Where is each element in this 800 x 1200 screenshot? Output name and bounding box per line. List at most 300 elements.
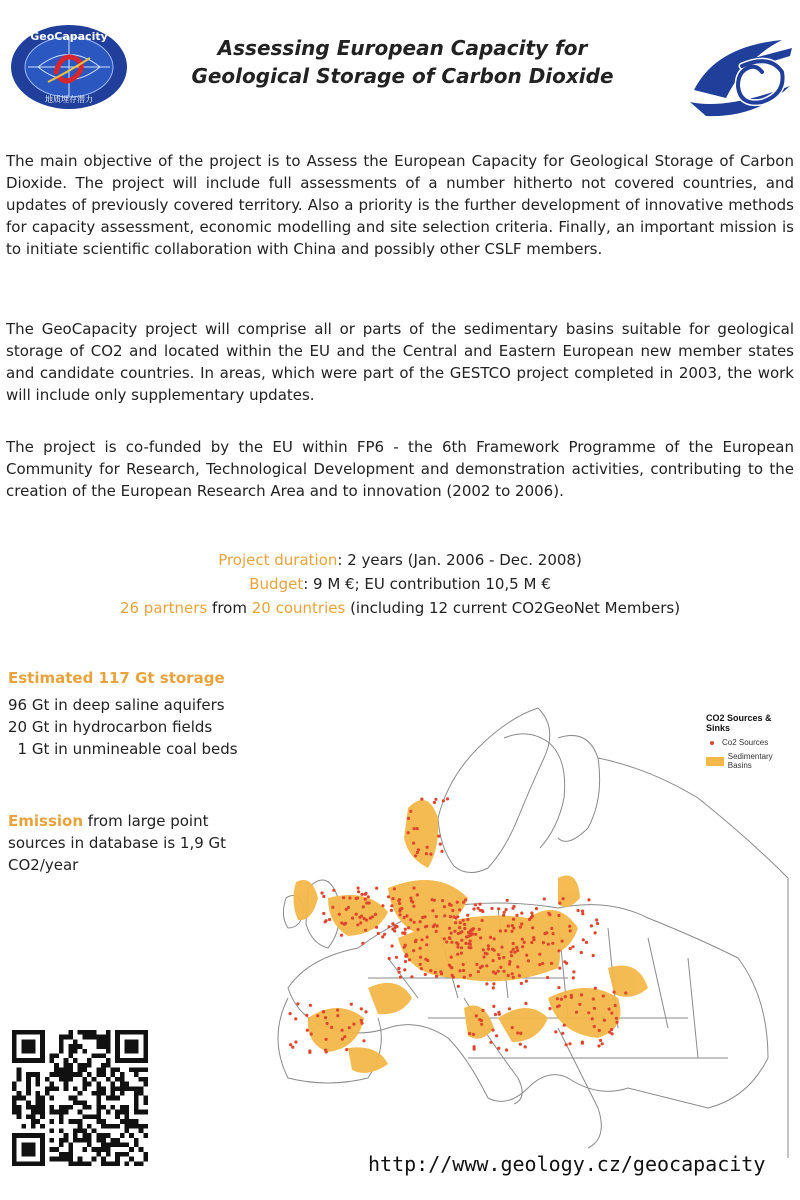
co2-source-dot	[572, 970, 575, 973]
co2-source-dot	[361, 942, 364, 945]
co2-source-dot	[419, 956, 422, 959]
co2-source-dot	[403, 916, 406, 919]
co2-source-dot	[615, 1017, 618, 1020]
co2-source-dot	[359, 921, 362, 924]
co2-source-dot	[472, 927, 475, 930]
co2-source-dot	[435, 930, 438, 933]
co2-source-dot	[426, 936, 429, 939]
co2-source-dot	[557, 914, 560, 917]
storage-aquifers: 96 Gt in deep saline aquifers	[8, 696, 225, 714]
co2-source-dot	[360, 1007, 363, 1010]
co2-source-dot	[587, 898, 590, 901]
co2-source-dot	[449, 915, 452, 918]
co2-source-dot	[381, 935, 384, 938]
co2-source-dot	[350, 1003, 353, 1006]
co2-source-dot	[357, 887, 360, 890]
co2-source-dot	[572, 976, 575, 979]
co2-source-dot	[463, 923, 466, 926]
co2-source-dot	[578, 1003, 581, 1006]
co2-source-dot	[508, 963, 511, 966]
co2-source-dot	[497, 1011, 500, 1014]
co2-source-dot	[519, 926, 522, 929]
co2-source-dot	[530, 916, 533, 919]
co2-source-dot	[467, 935, 470, 938]
co2-source-dot	[328, 918, 331, 921]
co2-source-dot	[613, 991, 616, 994]
co2-source-dot	[468, 946, 471, 949]
co2-source-dot	[492, 986, 495, 989]
co2-source-dot	[419, 947, 422, 950]
co2-source-dot	[420, 967, 423, 970]
co2-source-dot	[340, 934, 343, 937]
co2-source-dot	[462, 969, 465, 972]
co2-source-dot	[515, 914, 518, 917]
co2-source-dot	[497, 907, 500, 910]
co2-source-dot	[388, 957, 391, 960]
co2-source-dot	[463, 976, 466, 979]
co2-source-dot	[506, 899, 509, 902]
co2-source-dot	[478, 1018, 481, 1021]
co2-source-dot	[348, 1026, 351, 1029]
co2-source-dot	[593, 1025, 596, 1028]
co2-source-dot	[351, 917, 354, 920]
co2-source-dot	[410, 975, 413, 978]
co2-source-dot	[452, 976, 455, 979]
geocapacity-logo	[8, 22, 130, 112]
co2-source-dot	[531, 926, 534, 929]
co2-source-dot	[364, 898, 367, 901]
co2-source-dot	[467, 931, 470, 934]
co2-source-dot	[460, 952, 463, 955]
co2-source-dot	[356, 896, 359, 899]
co2-source-dot	[399, 913, 402, 916]
project-partners	[0, 596, 800, 620]
co2-source-dot	[521, 938, 524, 941]
co2-source-dot	[409, 918, 412, 921]
co2-source-dot	[557, 949, 560, 952]
co2-source-dot	[530, 911, 533, 914]
co2-source-dot	[341, 1029, 344, 1032]
duration-label: Project duration	[218, 551, 338, 569]
co2-source-dot	[404, 960, 407, 963]
co2-source-dot	[445, 940, 448, 943]
co2-source-dot	[294, 1040, 297, 1043]
co2-source-dot	[352, 1023, 355, 1026]
co2-source-dot	[512, 948, 515, 951]
co2-source-dot	[512, 942, 515, 945]
co2-source-dot	[594, 987, 597, 990]
co2-source-dot	[429, 853, 432, 856]
qr-code-icon	[12, 1030, 148, 1166]
co2-source-dot	[362, 1039, 365, 1042]
co2-source-dot	[556, 997, 559, 1000]
co2-source-dot	[508, 1007, 511, 1010]
co2-source-dot	[407, 817, 410, 820]
co2-source-dot	[416, 893, 419, 896]
co2-source-dot	[485, 982, 488, 985]
co2-source-dot	[460, 946, 463, 949]
co2-source-dot	[489, 936, 492, 939]
co2-source-dot	[477, 970, 480, 973]
co2-source-dot	[390, 909, 393, 912]
co2-source-dot	[595, 918, 598, 921]
co2-source-dot	[360, 915, 363, 918]
co2-source-dot	[442, 799, 445, 802]
co2-source-dot	[296, 1002, 299, 1005]
co2-source-dot	[558, 1004, 561, 1007]
co2-source-dot	[599, 1039, 602, 1042]
co2-source-dot	[485, 964, 488, 967]
co2-source-dot	[367, 895, 370, 898]
co2-source-dot	[468, 1032, 471, 1035]
co2-source-dot	[569, 929, 572, 932]
co2-source-dot	[316, 1014, 319, 1017]
co2-source-dot	[478, 928, 481, 931]
co2-source-dot	[364, 892, 367, 895]
storage-title: Estimated 117 Gt storage	[8, 669, 225, 687]
co2-source-dot	[568, 1042, 571, 1045]
co2-source-dot	[348, 896, 351, 899]
co2-source-dot	[407, 831, 410, 834]
co2-source-dot	[450, 956, 453, 959]
co2-source-dot	[365, 901, 368, 904]
co2-source-dot	[502, 914, 505, 917]
co2-source-dot	[518, 974, 521, 977]
co2-source-dot	[511, 1026, 514, 1029]
co2-source-dot	[507, 974, 510, 977]
co2-source-dot	[477, 907, 480, 910]
co2-source-dot	[467, 942, 470, 945]
co2-source-dot	[416, 851, 419, 854]
co2-source-dot	[548, 913, 551, 916]
co2-source-dot	[491, 948, 494, 951]
co2-source-dot	[425, 852, 428, 855]
co2-source-dot	[478, 903, 481, 906]
co2-source-dot	[294, 1017, 297, 1020]
co2-source-dot	[482, 955, 485, 958]
co2-source-dot	[390, 904, 393, 907]
co2-source-dot	[450, 941, 453, 944]
co2-source-dot	[289, 1012, 292, 1015]
co2-source-dot	[355, 913, 358, 916]
co2-source-dot	[413, 827, 416, 830]
co2-source-dot	[472, 1033, 475, 1036]
co2-source-dot	[441, 899, 444, 902]
paragraph-funding: The project is co-funded by the EU within FP6 - the 6th Framework Programme of the European Community for Research, Technological Development and demonstration activities, contributing to the creation of the European Research Area and to innovation (2002 to 2006).	[6, 438, 794, 500]
co2-source-dot	[322, 895, 325, 898]
co2-source-dot	[466, 918, 469, 921]
co2-source-dot	[377, 932, 380, 935]
co2-source-dot	[624, 991, 627, 994]
co2-source-dot	[458, 926, 461, 929]
title-line-2: Geological Storage of Carbon Dioxide	[191, 64, 614, 88]
co2-source-dot	[521, 945, 524, 948]
co2-source-dot	[291, 1046, 294, 1049]
co2-source-dot	[515, 946, 518, 949]
co2-source-dot	[375, 887, 378, 890]
co2-source-dot	[545, 931, 548, 934]
co2-source-dot	[472, 907, 475, 910]
co2-source-dot	[325, 1050, 328, 1053]
co2-source-dot	[474, 903, 477, 906]
map-legend	[706, 713, 798, 771]
co2-source-dot	[433, 801, 436, 804]
co2-source-dot	[462, 919, 465, 922]
co2-source-dot	[309, 1004, 312, 1007]
co2-source-dot	[558, 902, 561, 905]
legend-title: CO2 Sources & Sinks	[706, 713, 772, 733]
co2-source-dot	[510, 954, 513, 957]
partners-tail: (including 12 current CO2GeoNet Members)	[345, 599, 681, 617]
co2-source-dot	[532, 938, 535, 941]
legend-basins-label: Sedimentary Basins	[727, 752, 773, 770]
co2-source-dot	[434, 798, 437, 801]
co2-source-dot	[516, 965, 519, 968]
co2-source-dot	[551, 942, 554, 945]
co2-source-dot	[507, 924, 510, 927]
co2-source-dot	[474, 933, 477, 936]
co2-source-dot	[391, 922, 394, 925]
co2-source-dot	[443, 905, 446, 908]
co2-source-dot	[487, 948, 490, 951]
co2-source-dot	[456, 953, 459, 956]
co2-source-dot	[326, 1022, 329, 1025]
co2-source-dot	[397, 899, 400, 902]
co2-source-dot	[439, 843, 442, 846]
co2-source-dot	[448, 936, 451, 939]
co2-source-dot	[494, 972, 497, 975]
co2-source-dot	[446, 797, 449, 800]
co2-source-dot	[550, 962, 553, 965]
co2-source-dot	[399, 976, 402, 979]
co2-source-dot	[454, 921, 457, 924]
co2-source-dot	[585, 941, 588, 944]
co2-source-dot	[512, 918, 515, 921]
co2-source-dot	[510, 950, 513, 953]
co2-source-dot	[357, 890, 360, 893]
co2-source-dot	[491, 1029, 494, 1032]
co2-source-dot	[502, 970, 505, 973]
co2-source-dot	[524, 1045, 527, 1048]
co2-source-dot	[547, 943, 550, 946]
co2-source-dot	[535, 907, 538, 910]
co2-source-dot	[435, 915, 438, 918]
co2-source-dot	[454, 917, 457, 920]
co2-source-dot	[489, 1041, 492, 1044]
co2-source-dot	[568, 925, 571, 928]
co2-source-dot	[429, 969, 432, 972]
co2-source-dot	[421, 916, 424, 919]
co2-source-dot	[475, 1014, 478, 1017]
co2-source-dot	[410, 899, 413, 902]
co2-source-dot	[433, 923, 436, 926]
co2-source-dot	[332, 889, 335, 892]
co2-source-dot	[371, 915, 374, 918]
co2-source-dot	[356, 923, 359, 926]
legend-sources-label: Co2 Sources	[722, 738, 769, 747]
budget-value: : 9 M €; EU contribution 10,5 M €	[303, 575, 551, 593]
co2-source-dot	[338, 913, 341, 916]
co2-source-dot	[383, 933, 386, 936]
project-budget	[0, 572, 800, 596]
co2-source-dot	[409, 897, 412, 900]
co2-source-dot	[324, 1016, 327, 1019]
legend-basins	[706, 752, 798, 770]
storage-coal: 1 Gt in unmineable coal beds	[8, 740, 238, 758]
co2-source-dot	[541, 962, 544, 965]
co2-source-dot	[475, 963, 478, 966]
co2-source-dot	[565, 962, 568, 965]
co2-source-dot	[538, 953, 541, 956]
co2-source-dot	[560, 998, 563, 1001]
co2-source-dot	[505, 908, 508, 911]
co2-source-dot	[603, 1019, 606, 1022]
co2-source-dot	[403, 931, 406, 934]
co2-source-dot	[487, 944, 490, 947]
co2-source-dot	[404, 944, 407, 947]
co2-source-dot	[414, 854, 417, 857]
co2-source-dot	[502, 956, 505, 959]
co2-source-dot	[453, 930, 456, 933]
co2-source-dot	[561, 940, 564, 943]
co2-source-dot	[345, 1048, 348, 1051]
co2-source-dot	[375, 926, 378, 929]
co2-source-dot	[580, 993, 583, 996]
co2-source-dot	[561, 1032, 564, 1035]
co2-source-dot	[341, 1038, 344, 1041]
co2-source-dot	[543, 897, 546, 900]
source-dot-icon	[710, 741, 714, 745]
co2-source-dot	[481, 910, 484, 913]
co2-source-dot	[381, 904, 384, 907]
co2-source-dot	[425, 925, 428, 928]
co2-source-dot	[504, 929, 507, 932]
co2-source-dot	[499, 966, 502, 969]
co2-source-dot	[519, 1032, 522, 1035]
co2-source-dot	[581, 1042, 584, 1045]
co2-source-dot	[610, 1028, 613, 1031]
co2-source-dot	[308, 1051, 311, 1054]
co2-source-dot	[608, 1031, 611, 1034]
co2-source-dot	[387, 925, 390, 928]
co2-source-dot	[456, 942, 459, 945]
co2-source-dot	[320, 891, 323, 894]
co2-source-dot	[614, 1004, 617, 1007]
co2-source-dot	[425, 943, 428, 946]
co2-source-dot	[524, 1002, 527, 1005]
co2-source-dot	[548, 1007, 551, 1010]
co2-source-dot	[336, 1014, 339, 1017]
co2-source-dot	[437, 835, 440, 838]
co2-source-dot	[497, 953, 500, 956]
co2-source-dot	[499, 929, 502, 932]
emission-label: Emission	[8, 812, 83, 830]
co2-source-dot	[520, 982, 523, 985]
co2-source-dot	[597, 1044, 600, 1047]
co2-source-dot	[590, 924, 593, 927]
co2-source-dot	[443, 937, 446, 940]
partners-mid: from	[207, 599, 252, 617]
co2-source-dot	[310, 1032, 313, 1035]
co2-source-dot	[569, 947, 572, 950]
co2-source-dot	[494, 1013, 497, 1016]
co2-source-dot	[412, 905, 415, 908]
co2-source-dot	[608, 1008, 611, 1011]
co2-source-dot	[587, 1011, 590, 1014]
co2-source-dot	[570, 996, 573, 999]
co2-source-dot	[395, 956, 398, 959]
co2-source-dot	[414, 940, 417, 943]
co2-source-dot	[473, 1048, 476, 1051]
co2-source-dot	[398, 971, 401, 974]
co2-source-dot	[404, 928, 407, 931]
co2-source-dot	[360, 893, 363, 896]
co2-source-dot	[602, 994, 605, 997]
countries-count: 20 countries	[251, 599, 346, 617]
co2-source-dot	[520, 912, 523, 915]
co2-source-dot	[433, 899, 436, 902]
co2-source-dot	[457, 985, 460, 988]
co2-source-dot	[564, 995, 567, 998]
co2-source-dot	[305, 1014, 308, 1017]
co2-source-dot	[492, 959, 495, 962]
budget-label: Budget	[249, 575, 304, 593]
co2-source-dot	[365, 919, 368, 922]
co2-source-dot	[419, 920, 422, 923]
co2-source-dot	[409, 810, 412, 813]
co2-source-dot	[490, 907, 493, 910]
co2-source-dot	[562, 897, 565, 900]
co2-source-dot	[426, 846, 429, 849]
co2-source-dot	[497, 1047, 500, 1050]
co2-source-dot	[512, 976, 515, 979]
co2-source-dot	[412, 887, 415, 890]
co2-source-dot	[565, 1043, 568, 1046]
co2-source-dot	[538, 963, 541, 966]
co2-source-dot	[403, 968, 406, 971]
co2-source-dot	[458, 969, 461, 972]
storage-hydrocarbon: 20 Gt in hydrocarbon fields	[8, 718, 213, 736]
co2-source-dot	[412, 949, 415, 952]
basin-swatch-icon	[706, 757, 724, 766]
co2-source-dot	[563, 1024, 566, 1027]
co2-source-dot	[480, 1023, 483, 1026]
co2-source-dot	[581, 910, 584, 913]
co2-source-dot	[463, 927, 466, 930]
co2-source-dot	[550, 927, 553, 930]
co2-source-dot	[322, 912, 325, 915]
co2-source-dot	[505, 1048, 508, 1051]
co2-source-dot	[492, 1005, 495, 1008]
co2-source-dot	[362, 905, 365, 908]
co2-source-dot	[325, 1038, 328, 1041]
co2-source-dot	[493, 937, 496, 940]
co2-source-dot	[558, 967, 561, 970]
co2-source-dot	[424, 958, 427, 961]
paragraph-objective: The main objective of the project is to Assess the European Capacity for Geological Storage of Carbon Dioxide. The project will include full assessments of a number hitherto not covered countries, and updates of previously covered territory. Also a priority is the further development of innovative methods for capacity assessment, economic modelling and site selection criteria. Finally, an important mission is to initiate scientific collaboration with China and possibly other CSLF members.	[6, 152, 794, 258]
co2-source-dot	[322, 1010, 325, 1013]
co2-source-dot	[342, 896, 345, 899]
co2-source-dot	[336, 1009, 339, 1012]
co2-source-dot	[331, 906, 334, 909]
co2-source-dot	[456, 945, 459, 948]
co2-source-dot	[340, 921, 343, 924]
co2-source-dot	[482, 948, 485, 951]
co2-source-dot	[400, 907, 403, 910]
co2-source-dot	[498, 957, 501, 960]
co2-source-dot	[546, 976, 549, 979]
project-duration	[0, 548, 800, 572]
